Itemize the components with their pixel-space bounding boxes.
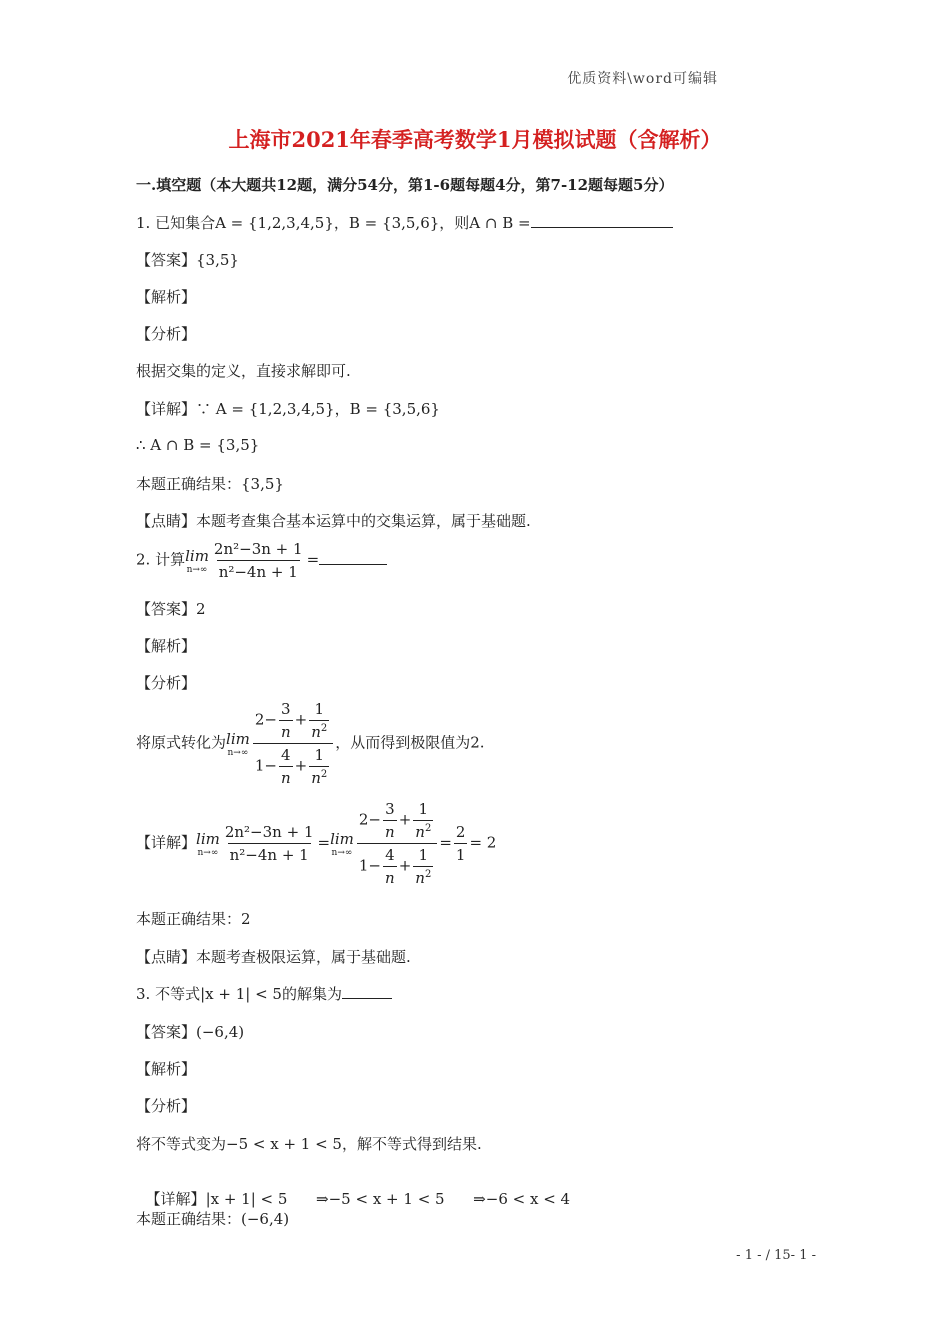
- equals-sign: =: [306, 550, 320, 569]
- fraction-denominator: n²−4n + 1: [217, 560, 300, 581]
- lim-text: lim: [196, 829, 220, 848]
- q2-detail: [136, 800, 496, 887]
- q3-fenxi-label: 【分析】: [136, 1097, 197, 1115]
- page-header: 优质资料\word可编辑: [567, 71, 718, 87]
- fraction-numerator: 2n²−3n + 1: [224, 823, 314, 841]
- answer-value: 2: [196, 600, 206, 618]
- q3-answer: [136, 1021, 244, 1042]
- detail-text: |x + 1| < 5 ⇒−5 < x + 1 < 5 ⇒−6 < x < 4: [205, 1190, 571, 1208]
- fenxi-suffix: ，从而得到极限值为2.: [335, 733, 485, 752]
- q2-answer-blank: [319, 552, 387, 565]
- two-over-one: $\frac{2}{1}$: [455, 823, 466, 864]
- q2-result: 本题正确结果：2: [136, 910, 251, 928]
- three-over-n: $\frac{3}{n}$: [280, 700, 291, 741]
- lim-text: lim: [226, 729, 250, 748]
- answer-value: (−6,4): [196, 1023, 245, 1041]
- answer-label: 【答案】: [136, 251, 197, 269]
- q1-result: 本题正确结果：{3,5}: [136, 475, 284, 493]
- q3-detail: [136, 1170, 570, 1209]
- q2-analysis-label: 【解析】: [136, 637, 197, 655]
- one-over-n2: $\frac{1}{n^2}$: [311, 746, 328, 787]
- fraction-numerator: 2n²−3n + 1: [213, 540, 303, 558]
- lim-operator: [330, 830, 354, 858]
- answer-value: {3,5}: [196, 251, 239, 269]
- compound-denominator: 1− $\frac{4}{n}$ + $\frac{1}{n^2}$: [357, 843, 437, 887]
- q1-analysis-label: 【解析】: [136, 288, 197, 306]
- q3-question: [136, 983, 392, 1004]
- q1-comment: [136, 510, 531, 531]
- detail-label: 【详解】: [145, 1190, 206, 1208]
- q2-answer: [136, 598, 206, 619]
- lim-text: lim: [330, 829, 354, 848]
- q1-detail2: ∴ A ∩ B = {3,5}: [136, 436, 260, 454]
- q2-prefix: 2. 计算: [136, 550, 186, 569]
- q3-analysis-label: 【解析】: [136, 1060, 197, 1078]
- detail-label: 【详解】: [136, 400, 197, 418]
- q3-answer-blank: [342, 986, 392, 999]
- q2-fraction: [212, 540, 305, 581]
- comment-text: 本题考查极限运算，属于基础题.: [196, 948, 411, 966]
- four-over-n: $\frac{4}{n}$: [280, 746, 291, 787]
- q1-question-text: 1. 已知集合A = {1,2,3,4,5}，B = {3,5,6}，则A ∩ B =: [136, 214, 531, 232]
- detail-label: 【详解】: [136, 833, 197, 852]
- q3-question-text: 3. 不等式|x + 1| < 5的解集为: [136, 985, 342, 1003]
- answer-label: 【答案】: [136, 600, 197, 618]
- detail-text: ∵ A = {1,2,3,4,5}，B = {3,5,6}: [196, 400, 440, 418]
- compound-fraction: [357, 800, 437, 887]
- section-heading: 一.填空题（本大题共12题，满分54分，第1-6题每题4分，第7-12题每题5分）: [136, 176, 674, 194]
- compound-denominator: 1− $\frac{4}{n}$ + $\frac{1}{n^2}$: [253, 743, 333, 787]
- equals-sign: =: [317, 833, 331, 852]
- q3-result: 本题正确结果：(−6,4): [136, 1210, 290, 1228]
- q2-question: [136, 540, 387, 581]
- one-over-n2: $\frac{1}{n^2}$: [311, 700, 328, 741]
- q1-answer-blank: [531, 215, 673, 228]
- lim-operator: [196, 830, 220, 858]
- lim-sub: n→∞: [227, 747, 249, 758]
- compound-numerator: 2− $\frac{3}{n}$ + $\frac{1}{n^2}$: [254, 700, 328, 741]
- lim-operator: [226, 730, 250, 758]
- lim-operator: [185, 547, 209, 575]
- comment-label: 【点睛】: [136, 948, 197, 966]
- q2-comment: [136, 946, 411, 967]
- lim-text: lim: [185, 546, 209, 565]
- compound-numerator: 2− $\frac{3}{n}$ + $\frac{1}{n^2}$: [358, 800, 432, 841]
- q1-answer: [136, 249, 239, 270]
- lim-sub: n→∞: [197, 847, 219, 858]
- q3-fenxi: 将不等式变为−5 < x + 1 < 5，解不等式得到结果.: [136, 1135, 482, 1153]
- answer-label: 【答案】: [136, 1023, 197, 1041]
- page-number: - 1 - / 15- 1 -: [736, 1248, 816, 1263]
- fraction-denominator: n²−4n + 1: [228, 843, 311, 864]
- comment-label: 【点睛】: [136, 512, 197, 530]
- equals-sign: =: [439, 833, 452, 852]
- comment-text: 本题考查集合基本运算中的交集运算，属于基础题.: [196, 512, 531, 530]
- q1-detail1: [136, 398, 440, 419]
- fenxi-prefix: 将原式转化为: [136, 733, 227, 752]
- q2-fenxi-label: 【分析】: [136, 674, 197, 692]
- compound-fraction: [253, 700, 333, 787]
- lim-sub: n→∞: [331, 847, 353, 858]
- q2-fraction: [223, 823, 316, 864]
- q1-fenxi: 根据交集的定义，直接求解即可.: [136, 362, 351, 380]
- q1-fenxi-label: 【分析】: [136, 325, 197, 343]
- page-title: 上海市2021年春季高考数学1月模拟试题（含解析）: [228, 127, 722, 152]
- q1-question: [136, 212, 673, 233]
- final-value: = 2: [469, 833, 497, 852]
- lim-sub: n→∞: [186, 564, 208, 575]
- q2-fenxi: [136, 700, 485, 787]
